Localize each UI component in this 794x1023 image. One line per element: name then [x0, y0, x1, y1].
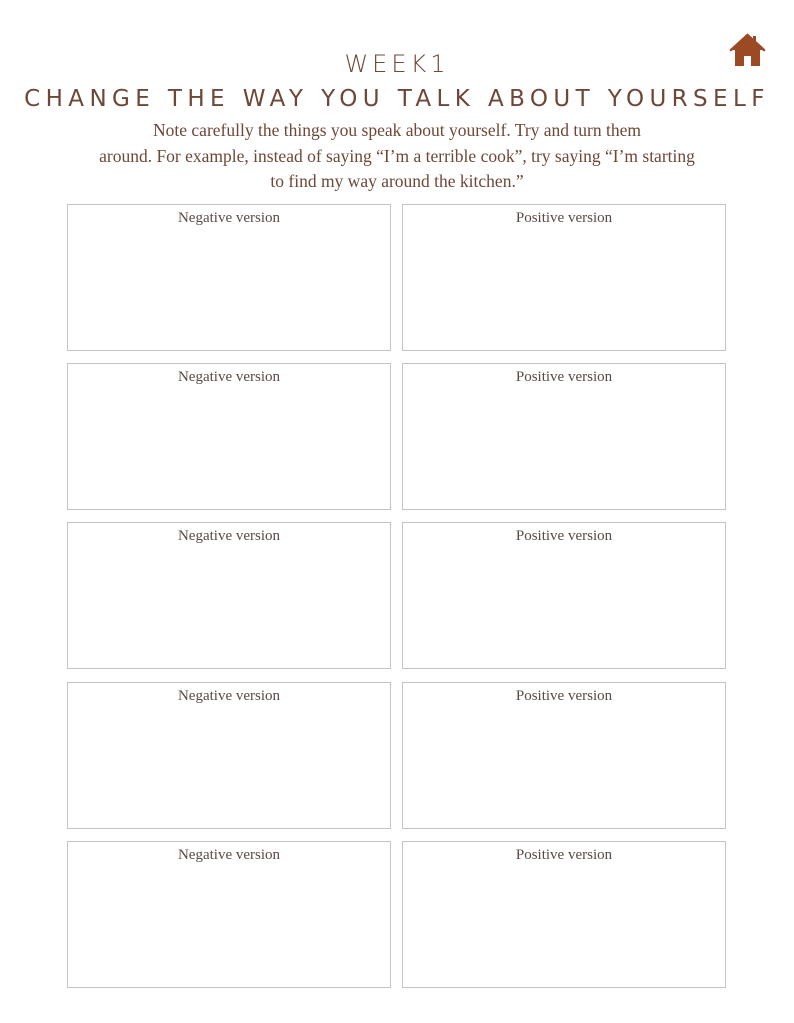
positive-version-label: Positive version [515, 528, 613, 544]
instructions-line: to find my way around the kitchen.” [270, 171, 524, 191]
negative-version-box[interactable] [67, 204, 391, 351]
positive-version-label: Positive version [515, 688, 613, 704]
positive-version-box[interactable] [402, 522, 726, 669]
instructions [60, 118, 734, 195]
negative-version-box[interactable] [67, 841, 391, 988]
instructions-line: Note carefully the things you speak about yourself. Try and turn them [153, 120, 641, 140]
positive-version-box[interactable] [402, 363, 726, 510]
positive-version-label: Positive version [515, 847, 613, 863]
positive-version-box[interactable] [402, 841, 726, 988]
page-title: CHANGE THE WAY YOU TALK ABOUT YOURSELF [24, 86, 770, 112]
negative-version-box[interactable] [67, 363, 391, 510]
negative-version-label: Negative version [177, 369, 281, 385]
negative-version-label: Negative version [177, 688, 281, 704]
negative-version-label: Negative version [177, 210, 281, 226]
positive-version-box[interactable] [402, 204, 726, 351]
positive-version-label: Positive version [515, 210, 613, 226]
negative-version-box[interactable] [67, 522, 391, 669]
week-title: WEEK1 [344, 50, 450, 78]
negative-version-box[interactable] [67, 682, 391, 829]
negative-version-label: Negative version [177, 528, 281, 544]
positive-version-label: Positive version [515, 369, 613, 385]
negative-version-label: Negative version [177, 847, 281, 863]
instructions-line: around. For example, instead of saying “I’m a terrible cook”, try saying “I’m starting [99, 145, 695, 166]
positive-version-box[interactable] [402, 682, 726, 829]
